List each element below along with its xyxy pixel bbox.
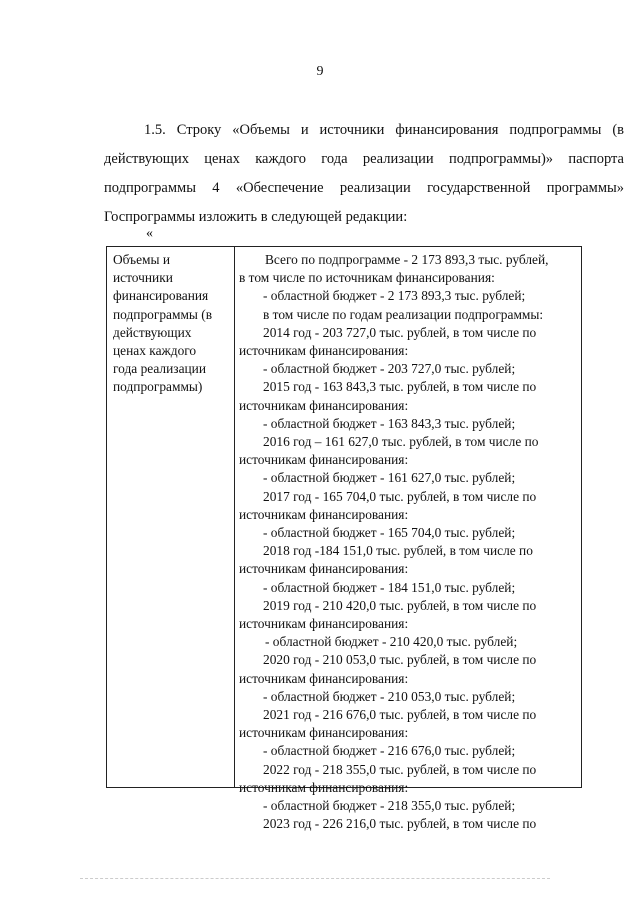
funding-table [106,246,582,832]
label-line: года реализации [113,361,207,377]
detail-line: 2016 год – 161 627,0 тыс. рублей, в том числе по [263,434,539,450]
detail-line: - областной бюджет - 163 843,3 тыс. рублей; [263,415,516,431]
detail-line: 2014 год - 203 727,0 тыс. рублей, в том числе по [263,324,537,340]
detail-line: - областной бюджет - 203 727,0 тыс. рублей; [263,361,516,377]
detail-line: Всего по подпрограмме - 2 173 893,3 тыс. рублей, [265,252,549,267]
detail-line: 2017 год - 165 704,0 тыс. рублей, в том числе по [263,488,537,504]
detail-line: источникам финансирования: [239,452,409,468]
detail-line: источникам финансирования: [239,725,409,741]
funding-label-cell [113,251,231,397]
detail-line: источникам финансирования: [239,779,409,795]
detail-line: источникам финансирования: [239,343,409,359]
intro-line: действующих ценах каждого года реализации подпрограммы)» паспорта [104,151,624,167]
label-line: источники [113,270,173,286]
detail-line: источникам финансирования: [239,616,409,632]
detail-line: в том числе по годам реализации подпрограммы: [263,306,544,322]
detail-line: источникам финансирования: [239,561,409,577]
detail-line: - областной бюджет - 184 151,0 тыс. рублей; [263,579,516,595]
label-line: ценах каждого [113,343,197,359]
intro-line: подпрограммы 4 «Обеспечение реализации государственной программы» [104,180,624,196]
detail-line: - областной бюджет - 210 053,0 тыс. рублей; [263,688,516,704]
label-line: подпрограммы) [113,379,203,395]
detail-line: 2019 год - 210 420,0 тыс. рублей, в том числе по [263,597,537,613]
label-line: действующих [113,324,192,340]
intro-line: Госпрограммы изложить в следующей редакции: [104,209,408,225]
detail-line: 2022 год - 218 355,0 тыс. рублей, в том числе по [263,761,537,777]
detail-line: - областной бюджет - 165 704,0 тыс. рублей; [263,525,516,541]
column-divider [234,247,235,787]
detail-line: - областной бюджет - 218 355,0 тыс. рублей; [263,798,516,814]
label-line: финансирования [113,288,209,304]
detail-line: источникам финансирования: [239,506,409,522]
detail-line: 2021 год - 216 676,0 тыс. рублей, в том числе по [263,707,537,723]
scan-artifact-line [80,878,550,880]
detail-line: 2023 год - 226 216,0 тыс. рублей, в том числе по [263,816,537,832]
opening-quote: « [146,226,153,241]
page-number: 9 [316,64,324,79]
detail-line: источникам финансирования: [239,397,409,413]
detail-line: - областной бюджет - 2 173 893,3 тыс. рублей; [263,288,526,304]
funding-details-cell [239,251,577,834]
detail-line: 2015 год - 163 843,3 тыс. рублей, в том числе по [263,379,537,395]
detail-line: источникам финансирования: [239,670,409,686]
label-line: подпрограммы (в [113,306,213,322]
detail-line: - областной бюджет - 216 676,0 тыс. рублей; [263,743,516,759]
detail-line: 2018 год -184 151,0 тыс. рублей, в том числе по [263,543,533,559]
detail-line: - областной бюджет - 210 420,0 тыс. рублей; [265,634,518,650]
intro-line: 1.5. Строку «Объемы и источники финансирования подпрограммы (в [144,122,624,138]
intro-paragraph [104,116,624,232]
detail-line: 2020 год - 210 053,0 тыс. рублей, в том числе по [263,652,537,668]
label-line: Объемы и [113,252,171,267]
detail-line: в том числе по источникам финансирования: [239,270,495,286]
detail-line: - областной бюджет - 161 627,0 тыс. рублей; [263,470,516,486]
